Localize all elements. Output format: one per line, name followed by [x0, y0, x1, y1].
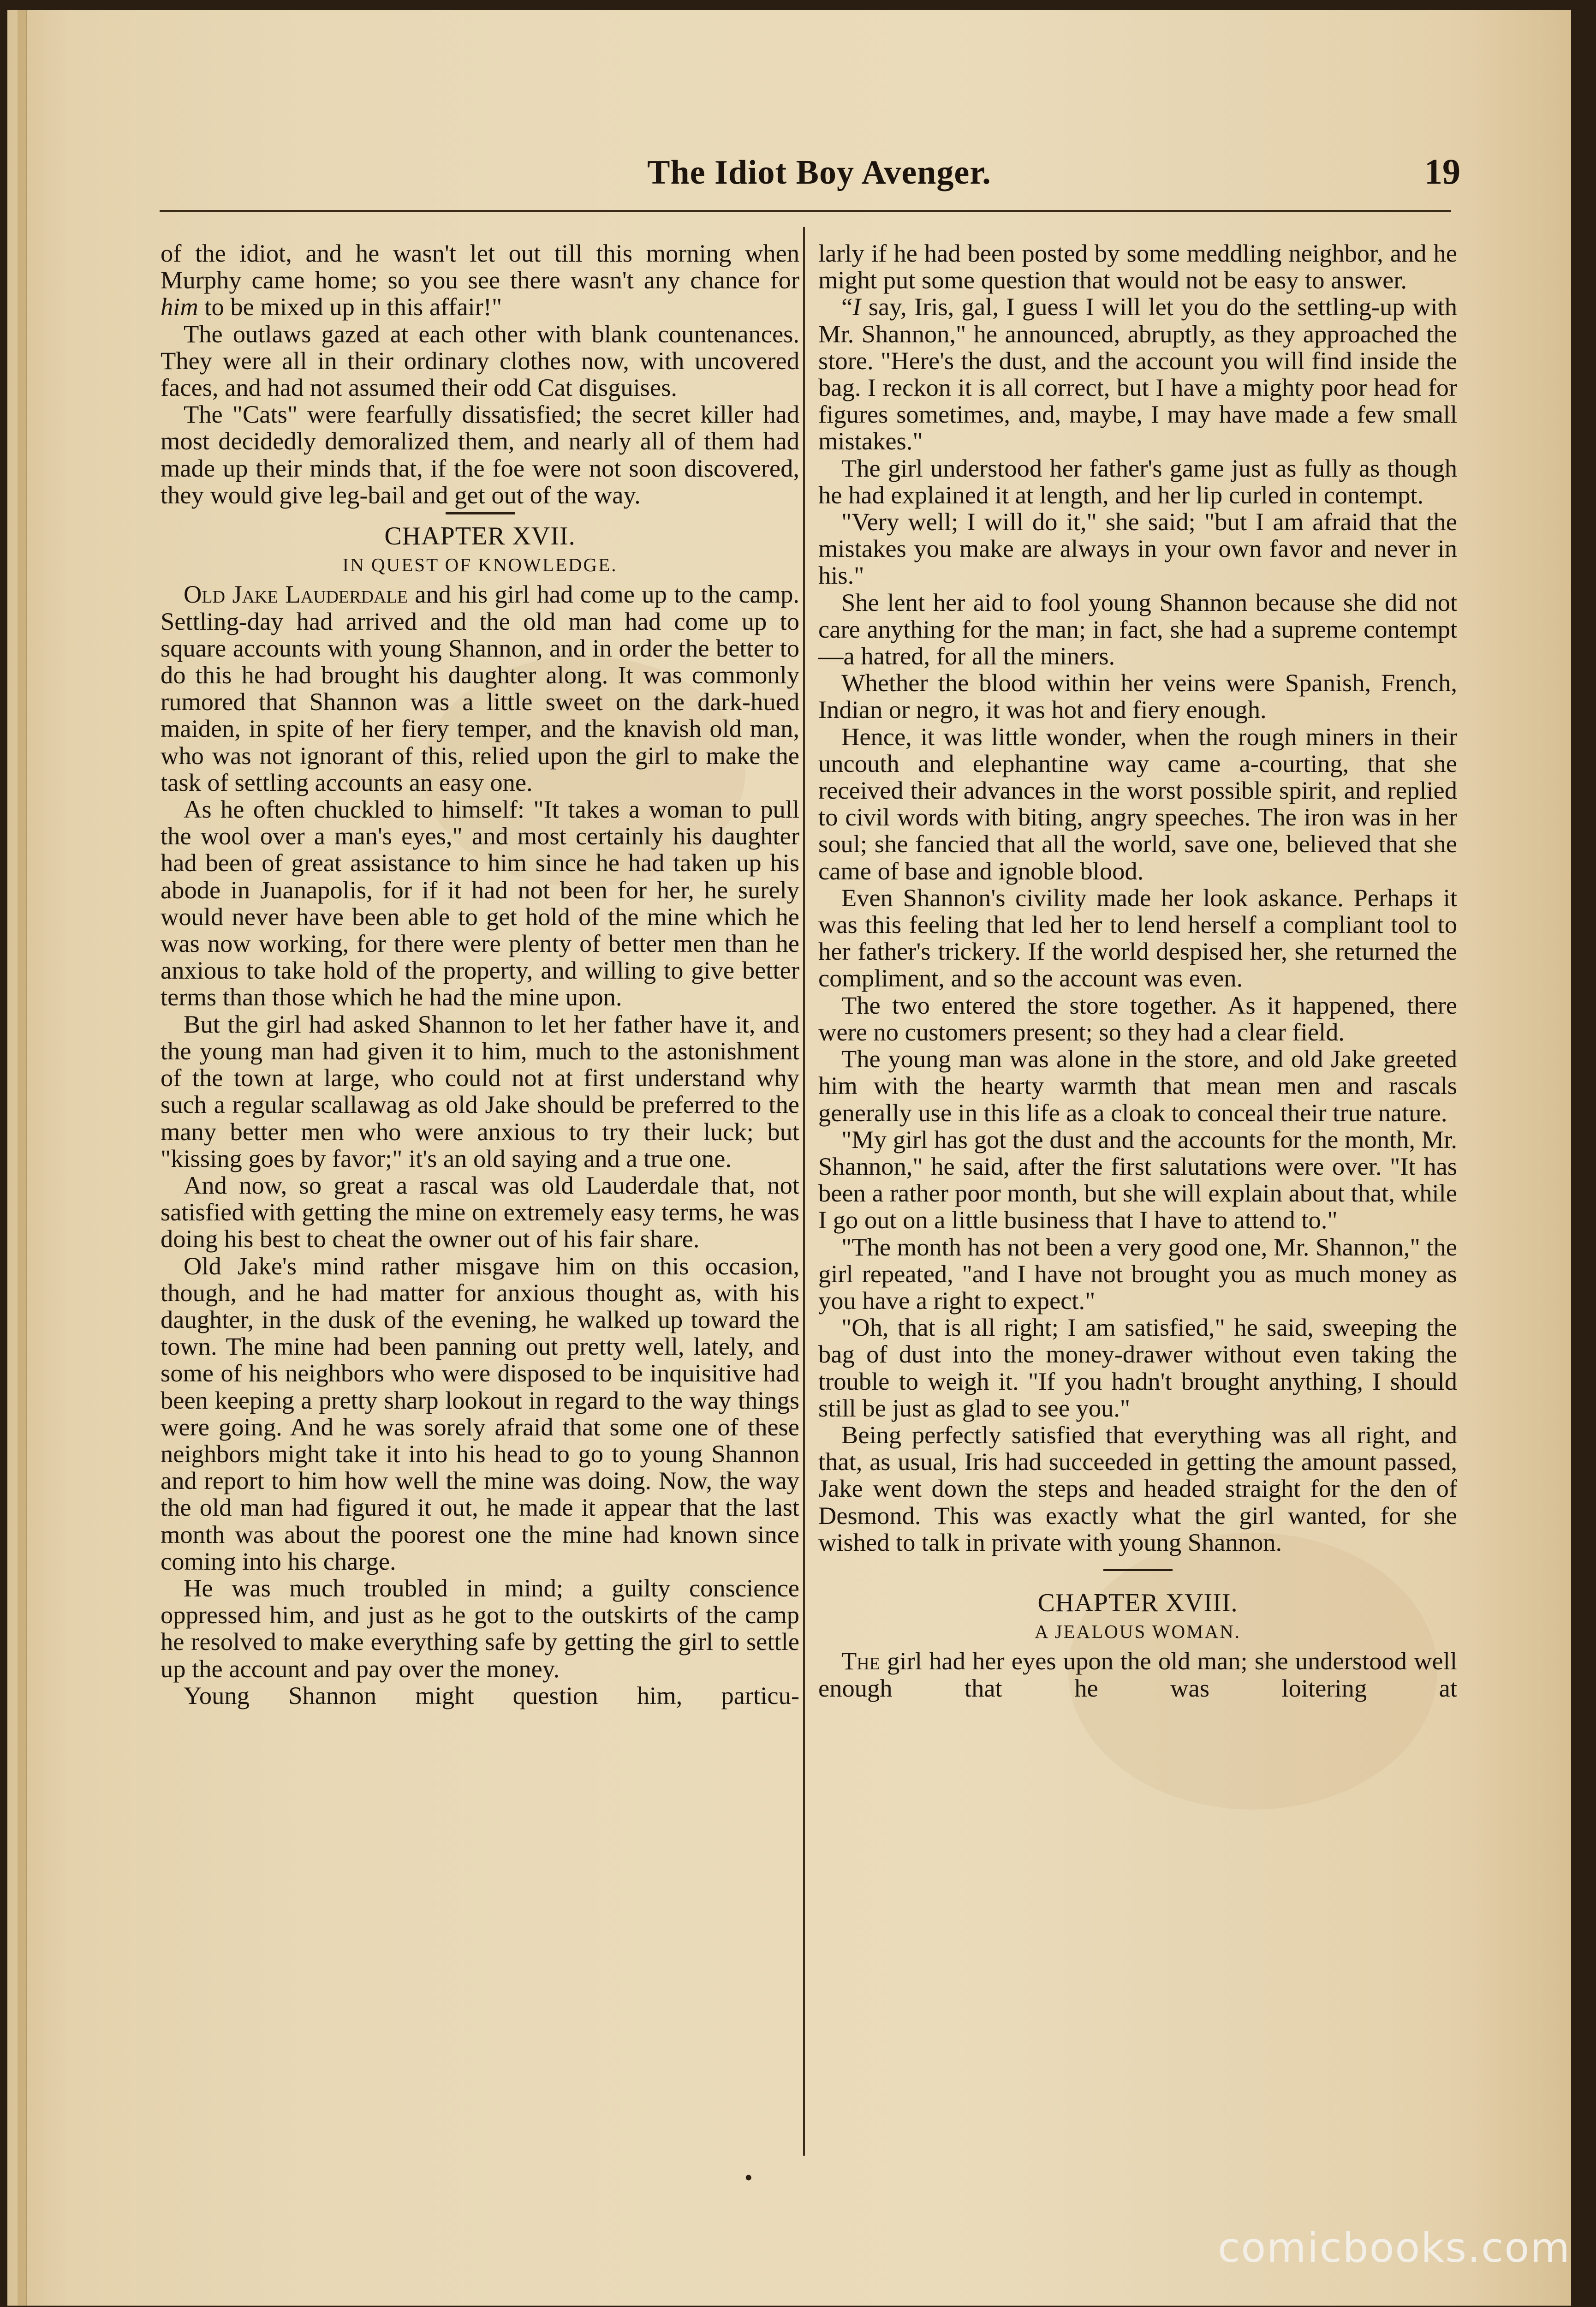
paragraph: Old Jake's mind rather misgave him on this occasion, though, and he had matter for anxious thought as, with his daughter, in the dusk of the evening, he walked up toward the town. The mine had been panning out pretty well, lately, and some of his neighbors who were disposed to be inquisitive had been keeping a pretty sharp lookout in regard to the way things were going. And he was sorely afraid that some one of these neighbors might take it into his head to go to young Shannon and report to him how well the mine was doing. Now, the way the old man had figured it out, he made it appear that the last month was about the poorest one the mine had known since coming into his charge. [161, 1251, 799, 1575]
section-rule [446, 512, 515, 514]
printer-mark: • [744, 2164, 753, 2190]
watermark: comicbooks.com [1217, 2224, 1571, 2271]
paragraph: Hence, it was little wonder, when the rough miners in their uncouth and elephantine way came a-courting, that she received their advances in the worst possible spirit, and replied to civil words with biting, angry speeches. The iron was in her soul; she fancied that all the world, save one, believed that she came of base and ignoble blood. [818, 722, 1457, 885]
page-number: 19 [1424, 151, 1460, 191]
paragraph: And now, so great a rascal was old Lauderdale that, not satisfied with getting the mine on extremely easy terms, he was doing his best to cheat the owner out of his fair share. [161, 1171, 799, 1253]
paragraph: The two entered the store together. As it happened, there were no customers present; so they had a clear field. [818, 991, 1457, 1046]
paragraph: As he often chuckled to himself: "It takes a woman to pull the wool over a man's eyes," and most certainly his daughter had been of great assistance to him since he had taken up his abode in Juanapolis, for if it had not been for her, he surely would never have been able to get hold of the mine which he was now working, for there were plenty of better men than he anxious to take hold of the property, and willing to give better terms than those which he had the mine upon. [161, 795, 799, 1011]
magazine-page [7, 10, 1571, 2306]
left-column [161, 240, 799, 1709]
paragraph: The outlaws gazed at each other with blank countenances. They were all in their ordinary clothes now, with uncovered faces, and had not assumed their odd Cat disguises. [161, 319, 799, 402]
paragraph: "Oh, that is all right; I am satisfied," he said, sweeping the bag of dust into the money-drawer without even taking the trouble to weigh it. "If you hadn't brought anything, I should still be just as glad to see you." [818, 1313, 1457, 1422]
chapter-title: CHAPTER XVII. [384, 522, 576, 551]
section-rule [1103, 1569, 1173, 1571]
paragraph: Young Shannon might question him, particu- [184, 1681, 799, 1709]
paragraph: Old Jake Lauderdale and his girl had come up to the camp. Settling-day had arrived and the old man had come up to square accounts with young Shannon, and in order the better to do this he had brought his daughter along. It was commonly rumored that Shannon was a little sweet on the dark-hued maiden, in spite of her fiery temper, and the knavish old man, who was not ignorant of this, relied upon the girl to make the task of settling accounts an easy one. [161, 580, 799, 796]
paragraph: But the girl had asked Shannon to let her father have it, and the young man had given it to him, much to the astonishment of the town at large, who could not at first understand why such a regular scallawag as old Jake should be preferred to the many better men who were anxious to try their luck; but "kissing goes by favor;" it's an old saying and a true one. [161, 1010, 799, 1172]
chapter-subtitle: A JEALOUS WOMAN. [1034, 1621, 1241, 1643]
paragraph: The young man was alone in the store, and old Jake greeted him with the hearty warmth that mean men and rascals generally use in this life as a cloak to conceal their true nature. [818, 1045, 1457, 1127]
binding-edge [18, 10, 27, 2306]
chapter-title: CHAPTER XVIII. [1037, 1588, 1238, 1617]
paragraph: of the idiot, and he wasn't let out till this morning when Murphy came home; so you see there wasn't any chance for him to be mixed up in this affair!" [161, 239, 799, 321]
paragraph: He was much troubled in mind; a guilty conscience oppressed him, and just as he got to the outskirts of the camp he resolved to make everything safe by getting the girl to settle up the account and pay over the money. [161, 1573, 799, 1683]
running-title: The Idiot Boy Avenger. [647, 154, 991, 191]
paragraph: "My girl has got the dust and the accounts for the month, Mr. Shannon," he said, after the first salutations were over. "It has been a rather poor month, but she will explain about that, while I go out on a little business that I have to attend to." [818, 1125, 1457, 1234]
paragraph: The girl had her eyes upon the old man; she understood well enough that he was loitering at [818, 1647, 1457, 1702]
paragraph: The "Cats" were fearfully dissatisfied; the secret killer had most decidedly demoralized them, and nearly all of them had made up their minds that, if the foe were not soon discovered, they would give leg-bail and get out of the way. [161, 400, 799, 509]
paragraph: larly if he had been posted by some meddling neighbor, and he might put some question that would not be easy to answer. [818, 239, 1457, 294]
paragraph: She lent her aid to fool young Shannon because she did not care anything for the man; in fact, she had a supreme contempt—a hatred, for all the miners. [818, 588, 1457, 670]
paragraph: The girl understood her father's game just as fully as though he had explained it at length, and her lip curled in contempt. [818, 454, 1457, 509]
chapter-subtitle: IN QUEST OF KNOWLEDGE. [342, 554, 618, 576]
column-rule [803, 227, 805, 2156]
header-rule [160, 210, 1451, 212]
paragraph: "The month has not been a very good one, Mr. Shannon," the girl repeated, "and I have not brought you as much money as you have a right to expect." [818, 1232, 1457, 1315]
right-column [818, 240, 1457, 1702]
paragraph: “I say, Iris, gal, I guess I will let you do the settling-up with Mr. Shannon," he announced, abruptly, as they approached the store. "Here's the dust, and the account you will find inside the bag. I reckon it is all correct, but I have a mighty poor head for figures sometimes, and, maybe, I may have made a few small mistakes." [818, 293, 1458, 455]
paragraph: Whether the blood within her veins were Spanish, French, Indian or negro, it was hot and fiery enough. [818, 669, 1457, 724]
paragraph: "Very well; I will do it," she said; "but I am afraid that the mistakes you make are always in your own favor and never in his." [818, 508, 1457, 590]
paragraph: Being perfectly satisfied that everything was all right, and that, as usual, Iris had succeeded in getting the amount passed, Jake went down the steps and headed straight for the den of Desmond. This was exactly what the girl wanted, for she wished to talk in private with young Shannon. [818, 1420, 1457, 1556]
paragraph: Even Shannon's civility made her look askance. Perhaps it was this feeling that led her to lend herself a compliant tool to her father's trickery. If the world despised her, she returned the compliment, and so the account was even. [818, 883, 1457, 992]
